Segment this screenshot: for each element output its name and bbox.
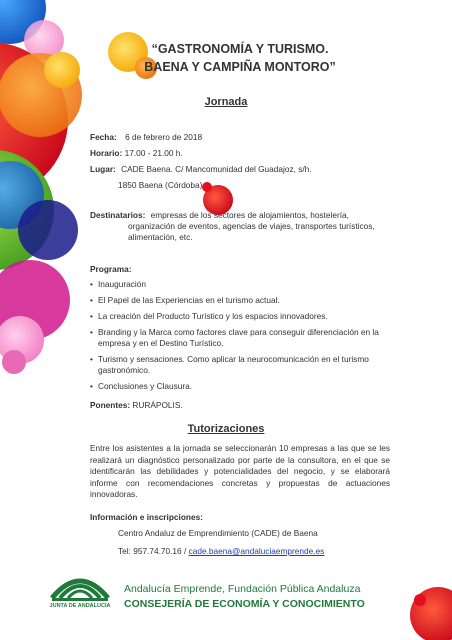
destinatarios-block <box>90 210 390 243</box>
destinatarios-label: Destinatarios: <box>90 210 146 220</box>
email-link[interactable]: cade.baena@andaluciaemprende.es <box>188 546 325 556</box>
lugar-label: Lugar: <box>90 164 116 174</box>
fecha-label: Fecha: <box>90 132 117 142</box>
list-item: • Conclusiones y Clausura. <box>90 381 390 392</box>
tutorizaciones-heading: Tutorizaciones <box>187 423 265 435</box>
page-title <box>110 40 370 76</box>
footer-line-1: Andalucía Emprende, Fundación Pública Andaluza <box>124 583 361 595</box>
junta-de-andalucia-logo <box>48 568 112 604</box>
lugar-line-2: 1850 Baena (Córdoba) <box>118 180 203 190</box>
jornada-heading: Jornada <box>204 96 248 108</box>
programa-list <box>90 279 390 397</box>
ponentes-row <box>90 400 183 411</box>
list-item: • Inauguración <box>90 279 390 290</box>
informacion-label: Información e inscripciones: <box>90 512 203 522</box>
destinatarios-value-3: alimentación, etc. <box>128 232 193 242</box>
junta-label: JUNTA DE ANDALUCIA <box>49 603 111 609</box>
list-item: • La creación del Producto Turístico y los espacios innovadores. <box>90 311 390 322</box>
title-line-1: “GASTRONOMÍA Y TURISMO. <box>151 42 329 56</box>
lugar-row <box>90 164 312 175</box>
list-item: • Branding y la Marca como factores clave para conseguir diferenciación en la empresa y en el Destino Turístico. <box>90 327 390 349</box>
horario-label: Horario: <box>90 148 123 158</box>
lugar-value: CADE Baena. C/ Mancomunidad del Guadajoz, s/h. <box>121 164 312 174</box>
ponentes-label: Ponentes: <box>90 400 131 410</box>
centro-name: Centro Andaluz de Emprendimiento (CADE) de Baena <box>118 528 318 538</box>
title-line-2: BAENA Y CAMPIÑA MONTORO” <box>144 60 336 74</box>
tel-text: Tel: 957.74.70.16 / <box>118 546 187 556</box>
destinatarios-value-2: organización de eventos, agencias de viajes, transportes turísticos, <box>128 221 375 231</box>
fecha-value: 6 de febrero de 2018 <box>125 132 203 142</box>
list-item: • Turismo y sensaciones. Como aplicar la neurocomunicación en el turismo gastronómico. <box>90 354 390 376</box>
destinatarios-value-1: empresas de los sectores de alojamientos, hostelería, <box>150 210 349 220</box>
ponentes-value: RURÁPOLIS. <box>132 400 183 410</box>
list-item: • El Papel de las Experiencias en el turismo actual. <box>90 295 390 306</box>
tutorizaciones-text: Entre los asistentes a la jornada se seleccionarán 10 empresas a las que se les realizará un diagnóstico personalizado por parte de la consultora, en el que se identificarán las debilidades y potencialidades del negocio, y se elaborará informe con recomendaciones concretas y propuestas de actuaciones innovadoras. <box>90 443 390 499</box>
horario-row <box>90 148 183 159</box>
programa-label: Programa: <box>90 264 132 274</box>
horario-value: 17.00 - 21.00 h. <box>124 148 183 158</box>
fecha-row <box>90 132 202 143</box>
contact-row <box>118 546 324 557</box>
footer-line-2: CONSEJERÍA DE ECONOMÍA Y CONOCIMIENTO <box>124 598 365 610</box>
